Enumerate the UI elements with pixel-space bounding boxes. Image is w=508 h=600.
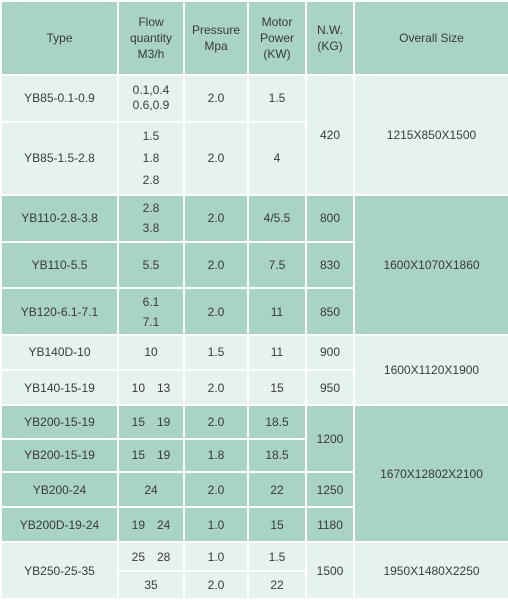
- cell-type: YB110-2.8-3.8: [2, 196, 117, 241]
- cell-nw: 830: [307, 243, 353, 287]
- cell-flow: 10 13: [119, 371, 183, 404]
- cell-flow: 15 19: [119, 440, 183, 471]
- header-row: [2, 2, 508, 74]
- cell-flow: 2.8 3.8: [119, 196, 183, 241]
- cell-type: YB250-25-35: [2, 543, 117, 598]
- cell-pressure: 2.0: [185, 572, 247, 598]
- table-row: [2, 336, 508, 369]
- cell-pressure: 2.0: [185, 243, 247, 287]
- cell-type: YB85-0.1-0.9: [2, 76, 117, 121]
- cell-pressure: 1.0: [185, 543, 247, 569]
- cell-type: YB200-24: [2, 473, 117, 506]
- cell-type: YB120-6.1-7.1: [2, 289, 117, 333]
- cell-flow: 5.5: [119, 243, 183, 287]
- header-type: Type: [2, 2, 117, 74]
- header-size: Overall Size: [355, 2, 508, 74]
- cell-pressure: 2.0: [185, 406, 247, 437]
- cell-motor: 4/5.5: [249, 196, 305, 241]
- cell-type: YB200-15-19: [2, 406, 117, 437]
- header-flow: Flow quantity M3/h: [119, 2, 183, 74]
- cell-nw: 1180: [307, 508, 353, 541]
- cell-nw: 1250: [307, 473, 353, 506]
- cell-motor: 7.5: [249, 243, 305, 287]
- cell-size: 1600X1070X1860: [355, 196, 508, 334]
- cell-flow: 15 19: [119, 406, 183, 437]
- cell-motor: 1.5: [249, 76, 305, 121]
- cell-motor: 18.5: [249, 406, 305, 437]
- cell-motor: 22: [249, 572, 305, 598]
- cell-size: 1215X850X1500: [355, 76, 508, 194]
- cell-pressure: 2.0: [185, 371, 247, 404]
- header-motor: Motor Power (KW): [249, 2, 305, 74]
- cell-pressure: 1.0: [185, 508, 247, 541]
- cell-type: YB200D-19-24: [2, 508, 117, 541]
- cell-flow: 0.1,0.4 0.6,0.9: [119, 76, 183, 121]
- cell-motor: 1.5: [249, 543, 305, 569]
- cell-flow: 24: [119, 473, 183, 506]
- cell-type: YB85-1.5-2.8: [2, 123, 117, 194]
- cell-nw: 800: [307, 196, 353, 241]
- cell-motor: 22: [249, 473, 305, 506]
- cell-motor: 11: [249, 289, 305, 333]
- cell-pressure: 1.5: [185, 336, 247, 369]
- cell-flow: 6.1 7.1: [119, 289, 183, 333]
- cell-motor: 18.5: [249, 440, 305, 471]
- cell-pressure: 2.0: [185, 76, 247, 121]
- table-row: [2, 406, 508, 437]
- cell-type: YB140D-10: [2, 336, 117, 369]
- cell-nw: 420: [307, 76, 353, 194]
- cell-pressure: 2.0: [185, 123, 247, 194]
- header-nw: N.W. (KG): [307, 2, 353, 74]
- cell-motor: 15: [249, 371, 305, 404]
- table-row: [2, 543, 508, 569]
- cell-pressure: 2.0: [185, 196, 247, 241]
- cell-pressure: 2.0: [185, 289, 247, 333]
- cell-size: 1600X1120X1900: [355, 336, 508, 405]
- cell-flow: 10: [119, 336, 183, 369]
- cell-flow: 19 24: [119, 508, 183, 541]
- table-row: [2, 196, 508, 241]
- cell-motor: 4: [249, 123, 305, 194]
- cell-motor: 15: [249, 508, 305, 541]
- cell-pressure: 2.0: [185, 473, 247, 506]
- cell-nw: 950: [307, 371, 353, 404]
- cell-type: YB200-15-19: [2, 440, 117, 471]
- cell-nw: 1500: [307, 543, 353, 598]
- table-row: [2, 76, 508, 121]
- cell-flow: 1.5 1.8 2.8: [119, 123, 183, 194]
- cell-flow: 35: [119, 572, 183, 598]
- cell-nw: 900: [307, 336, 353, 369]
- header-pressure: Pressure Mpa: [185, 2, 247, 74]
- cell-type: YB140-15-19: [2, 371, 117, 404]
- cell-nw: 850: [307, 289, 353, 333]
- cell-motor: 11: [249, 336, 305, 369]
- cell-size: 1670X12802X2100: [355, 406, 508, 541]
- cell-flow: 25 28: [119, 543, 183, 569]
- cell-nw: 1200: [307, 406, 353, 471]
- cell-size: 1950X1480X2250: [355, 543, 508, 598]
- cell-pressure: 1.8: [185, 440, 247, 471]
- cell-type: YB110-5.5: [2, 243, 117, 287]
